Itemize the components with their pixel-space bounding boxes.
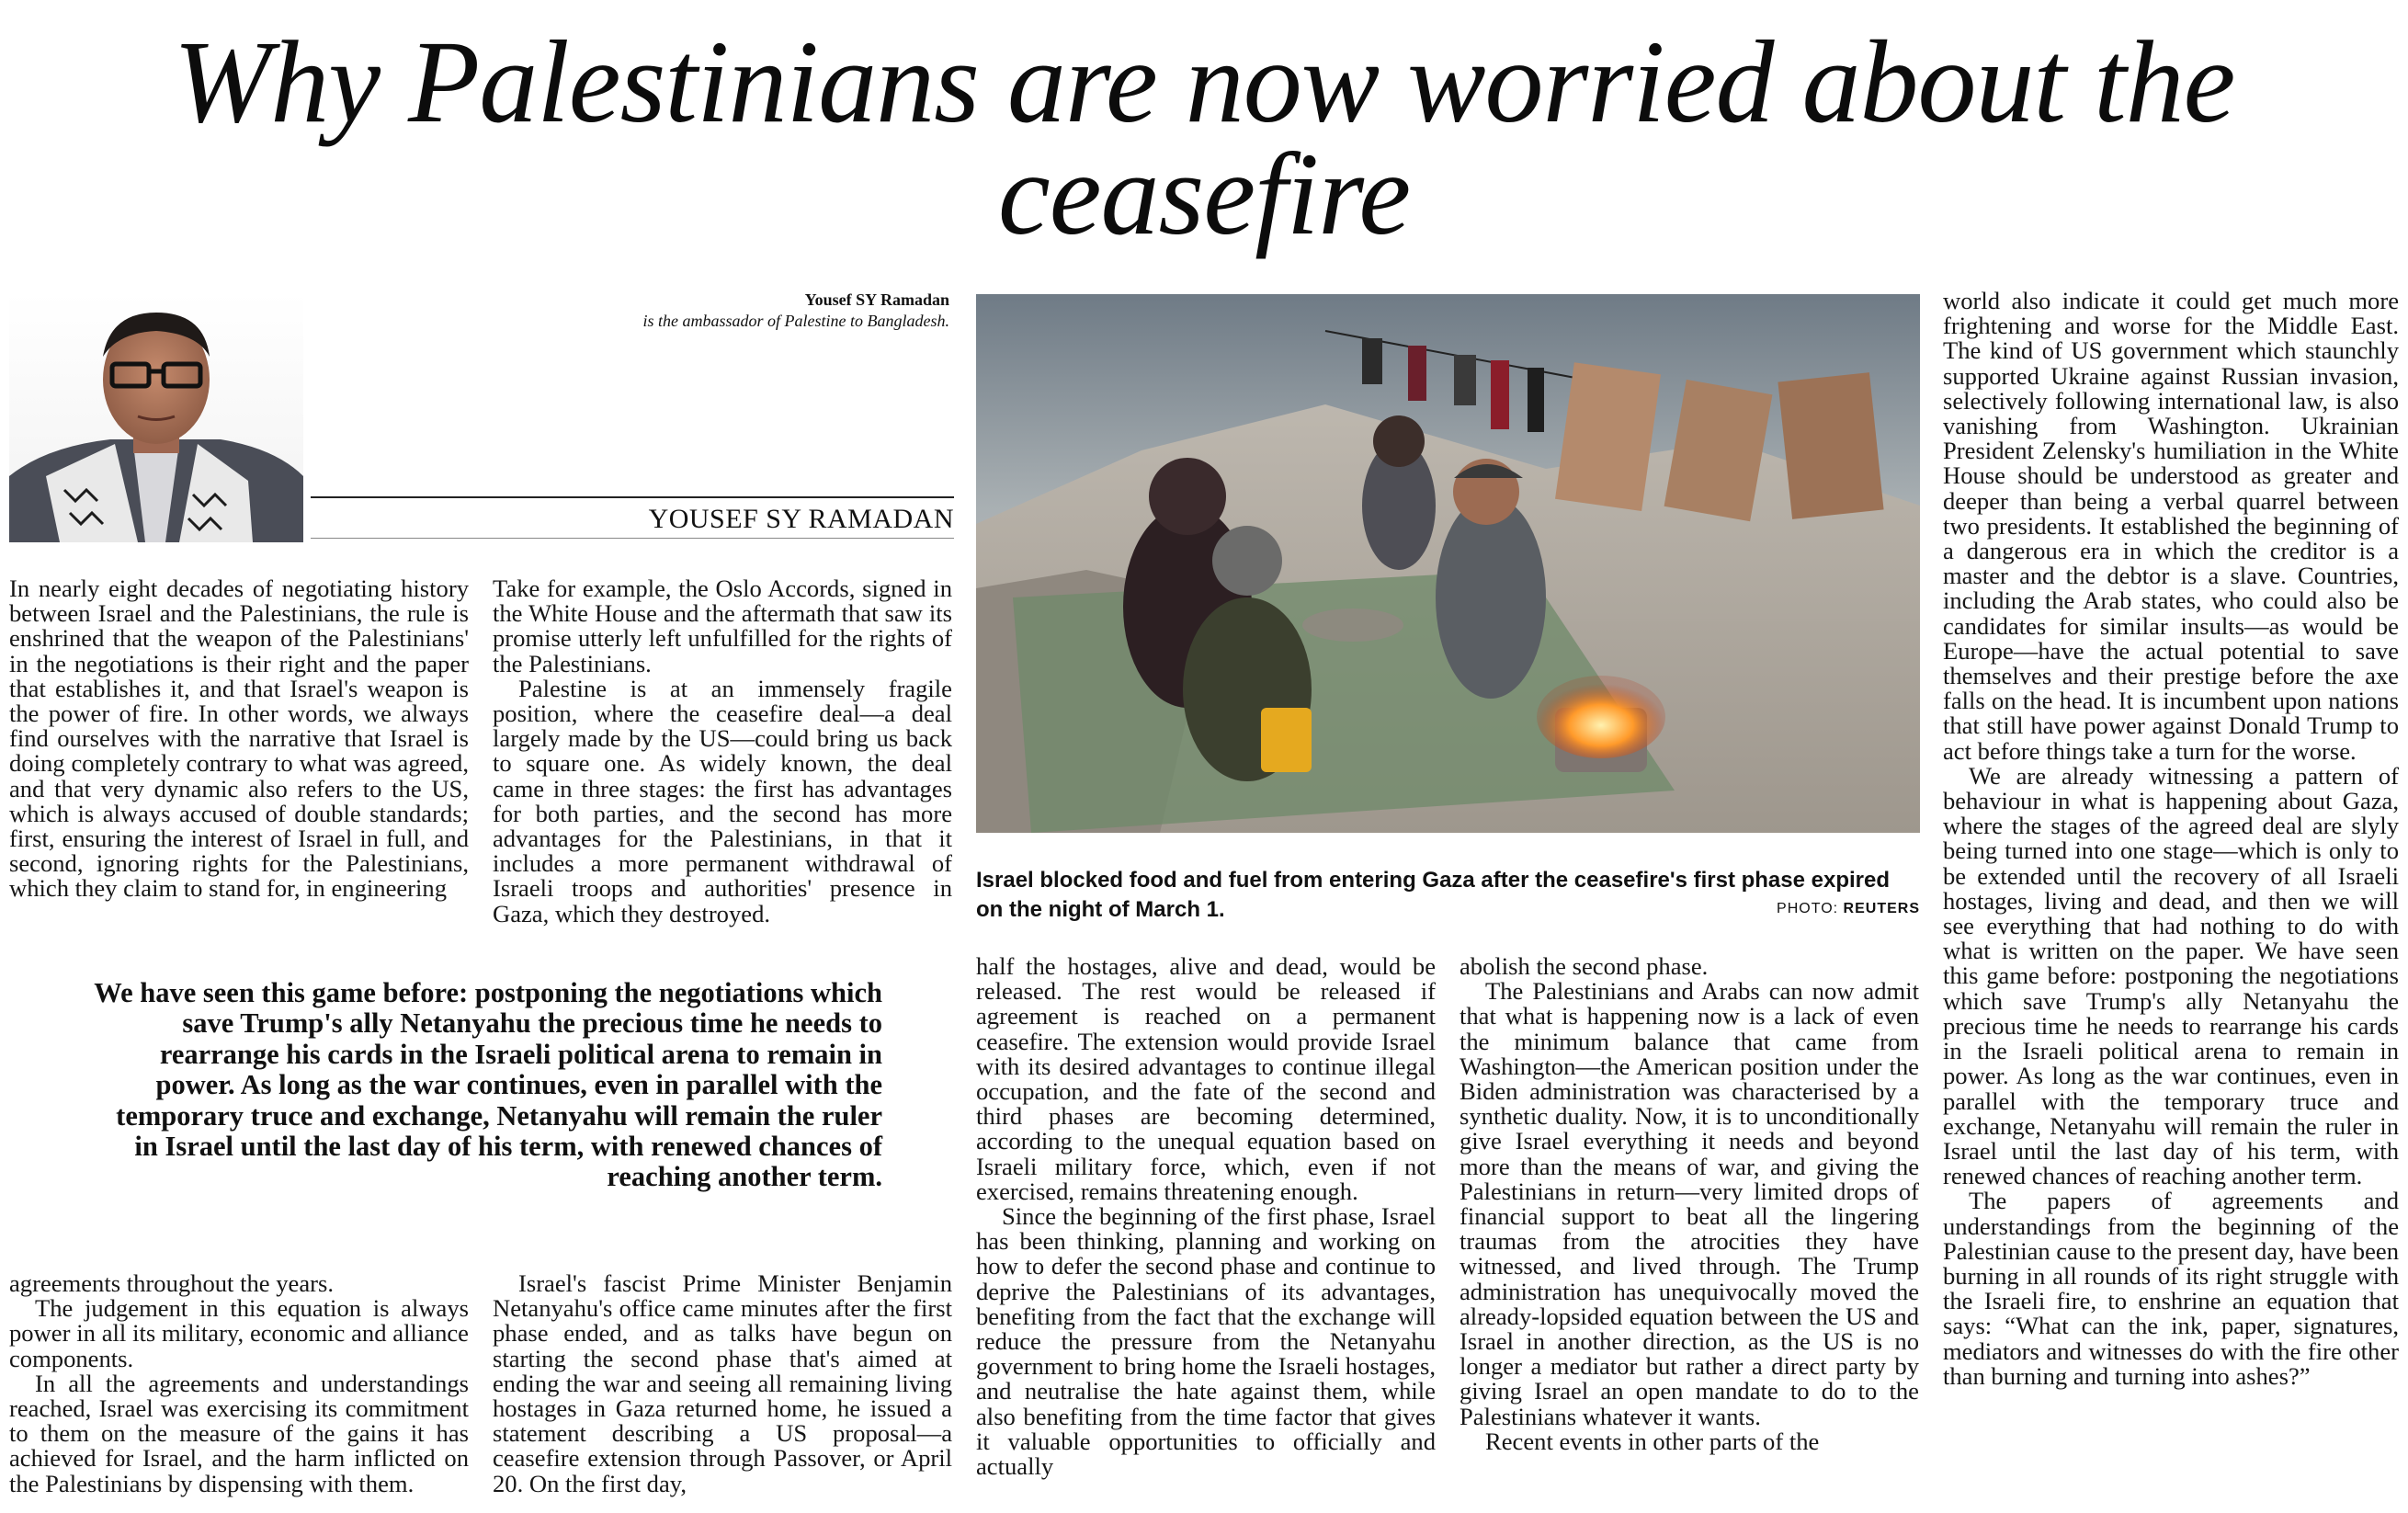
news-photo <box>976 294 1920 833</box>
photo-credit-source: REUTERS <box>1843 901 1920 916</box>
column-3 <box>976 954 1436 1479</box>
author-portrait <box>9 292 303 542</box>
photo-credit-label: PHOTO: <box>1777 901 1844 916</box>
photo-credit <box>1618 901 1920 917</box>
author-rule <box>311 496 954 498</box>
paragraph: In all the agreements and understandings reached, Israel was exercising its commitment to them on the measure of the gains it has achieved for Israel, and the harm inflicted on the Palestinians by dispensing with them. <box>9 1369 469 1497</box>
paragraph: We are already witnessing a pattern of behaviour in what is happening about Gaza, where the stages of the agreed deal are slyly being turned into one stage—which is only to be extended until the recovery of all Israeli hostages, living and dead, and then we will see everything that had nothing to do with what is written on the paper. We have seen this game before: postponing the negotiations which save Trump's ally Netanyahu the precious time he needs to rearrange his cards in the Israeli political arena to remain in power. As long as the war continues, even in parallel with the temporary truce and exchange, Netanyahu will remain the ruler in Israel until the last day of his term, with renewed chances of reaching another term. <box>1943 761 2399 1190</box>
column-2-bottom <box>493 1271 952 1496</box>
paragraph: Since the beginning of the first phase, Israel has been thinking, planning and working on how to defer the second phase and continue to deprive the Palestinians of its advantages, benefiting from the fact that the exchange will reduce the pressure from the Netanyahu government to bring home the Israeli hostages, and neutralise the hate against them, while also benefiting from the time factor that gives it valuable opportunities to officially and actually <box>976 1202 1436 1481</box>
column-1-top <box>9 576 469 902</box>
paragraph: agreements throughout the years. <box>9 1269 334 1297</box>
paragraph: The judgement in this equation is always power in all its military, economic and alliance components. <box>9 1294 469 1372</box>
paragraph: abolish the second phase. <box>1460 952 1709 980</box>
pull-quote: We have seen this game before: postponing the negotiations which save Trump's ally Netanyahu the precious time he needs to rearrange his cards in the Israeli political arena to remain in power. As long as the war continues, even in parallel with the temporary truce and exchange, Netanyahu will remain the ruler in Israel until the last day of his term, with renewed chances of reaching another term. <box>94 977 882 1193</box>
headline: Why Palestinians are now worried about the ceasefire <box>173 17 2235 259</box>
paragraph: Israel's fascist Prime Minister Benjamin Netanyahu's office came minutes after the first phase ended, and as talks have begun on starting the second phase that's aimed at ending the war and seeing all remaining living hostages in Gaza returned home, he issued a statement describing a US proposal—a ceasefire extension through Passover, or April 20. On the first day, <box>493 1269 952 1497</box>
column-2-top <box>493 576 952 927</box>
paragraph: half the hostages, alive and dead, would be released. The rest would be released if agreement is reached on a permanent ceasefire. The extension would provide Israel with its desired advantages to continue illegal occupation, and the fate of the second and third phases are becoming determined, according to the unequal equation based on Israeli military force, which, even if not exercised, remains threatening enough. <box>976 952 1436 1205</box>
paragraph: world also indicate it could get much more frightening and worse for the Middle East. The kind of US government which staunchly supported Ukraine against Russian invasion, selectively following international law, is also vanishing from Washington. Ukrainian President Zelensky's humiliation in the White House should be understood as greater and deeper than being a verbal quarrel between two presidents. It established the beginning of a dangerous era in which the creditor is a master and the debtor is a slave. Countries, including the Arab states, who could also be candidates for similar insults—as would be Europe—have the actual potential to save themselves and their prestige before the axe falls on the head. It is incumbent upon nations that still have power against Donald Trump to act before things take a turn for the worse. <box>1943 287 2399 765</box>
author-bio-role: is the ambassador of Palestine to Bangladesh. <box>642 312 949 330</box>
column-1-bottom <box>9 1271 469 1496</box>
paragraph: Palestine is at an immensely fragile position, where the ceasefire deal—a deal largely made by the US—could bring us back to square one. As widely known, the deal came in three stages: the first has advantages for both parties, and the second has more advantages for the Palestinians, in that it includes a more permanent withdrawal of Israeli troops and authorities' presence in Gaza, which they destroyed. <box>493 674 952 927</box>
paragraph: In nearly eight decades of negotiating history between Israel and the Palestinians, the rule is enshrined that the weapon of the Palestinians' in the negotiations is their right and the paper that establishes it, and that Israel's weapon is the power of fire. In other words, we always find ourselves with the narrative that Israel is doing completely contrary to what was agreed, and that very dynamic also refers to the US, which is always accused of double standards; first, ensuring the interest of Israel in full, and second, ignoring rights for the Palestinians, which they claim to stand for, in engineering <box>9 574 469 903</box>
author-bio-name: Yousef SY Ramadan <box>804 290 949 309</box>
paragraph: The Palestinians and Arabs can now admit that what is happening now is a lack of even the minimum balance that came from Washington—the American position under the Biden administration was characterised by a synthetic duality. Now, it is to unconditionally give Israel everything it needs and beyond more than the means of war, and giving the Palestinians in return—very limited drops of financial support to beat all the lingering traumas from the atrocities they have witnessed, and lived through. The Trump administration has unequivocally moved the already-lopsided equation between the US and Israel in another direction, as the US is no longer a mediator but rather a direct party by giving Israel an open mandate to do to the Palestinians whatever it wants. <box>1460 977 1919 1430</box>
paragraph: The papers of agreements and understandings from the beginning of the Palestinian cause to the present day, have been burning in all rounds of its right struggle with the Israeli fire, to enshrine an equation that says: “What can the ink, paper, signatures, mediators and witnesses do with the fire other than burning and turning into ashes?” <box>1943 1187 2399 1390</box>
column-4 <box>1460 954 1919 1454</box>
paragraph: Recent events in other parts of the <box>1485 1427 1820 1455</box>
paragraph: Take for example, the Oslo Accords, signed in the White House and the aftermath that saw its promise utterly left unfulfilled for the rights of the Palestinians. <box>493 574 952 677</box>
column-5 <box>1943 289 2399 1389</box>
photo-caption: Israel blocked food and fuel from entering Gaza after the ceasefire's first phase expired on the night of March 1. <box>976 868 1891 922</box>
author-byline: YOUSEF SY RAMADAN <box>648 504 954 534</box>
author-rule-bottom <box>311 538 954 539</box>
